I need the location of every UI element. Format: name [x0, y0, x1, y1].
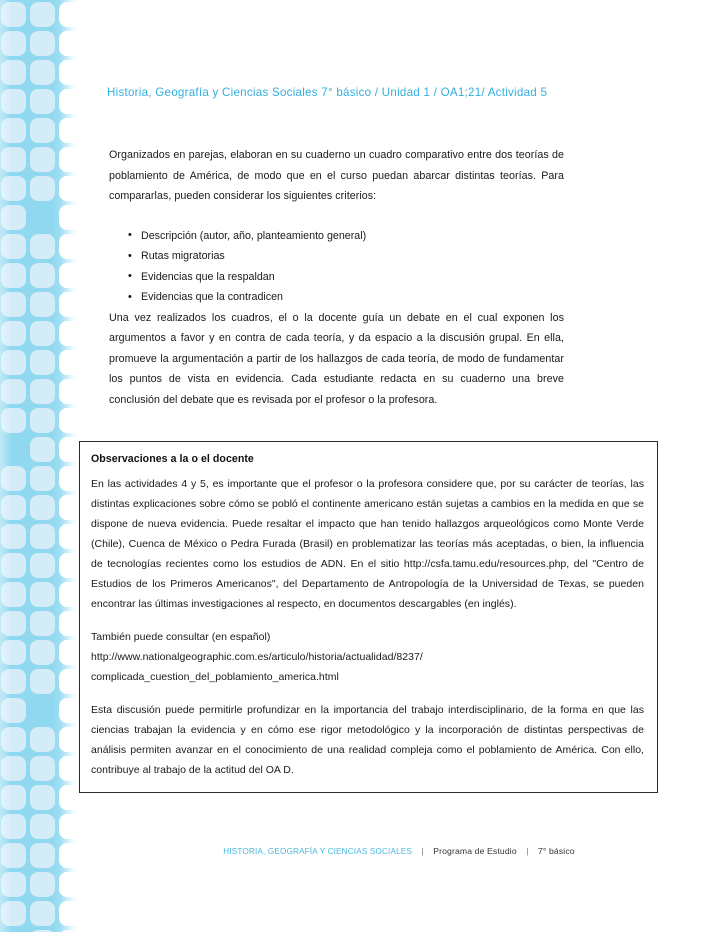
pattern-cell — [30, 350, 55, 375]
pattern-cell — [30, 292, 55, 317]
pattern-cell — [59, 901, 78, 926]
pattern-cell — [30, 437, 55, 462]
pattern-cell — [30, 234, 55, 259]
observations-paragraph-2 — [91, 627, 644, 687]
pattern-cell — [59, 60, 78, 85]
pattern-cell — [30, 756, 55, 781]
footer-subject: HISTORIA, GEOGRAFÍA Y CIENCIAS SOCIALES — [223, 847, 413, 856]
page-footer — [78, 846, 720, 856]
pattern-cell — [30, 582, 55, 607]
pattern-cell — [30, 872, 55, 897]
pattern-cell — [59, 582, 78, 607]
pattern-cell — [59, 756, 78, 781]
footer-program: Programa de Estudio — [433, 846, 517, 856]
pattern-cell — [59, 437, 78, 462]
footer-separator: | — [421, 847, 424, 856]
footer-grade: 7° básico — [537, 846, 575, 856]
footer-separator: | — [526, 847, 529, 856]
pattern-cell — [1, 553, 26, 578]
observations-paragraph-1: En las actividades 4 y 5, es importante que el profesor o la profesora considere que, por su carácter de teorías, las distintas explicaciones sobre cómo se pobló el continente americano están sujetas a cambios en la medida en que se dispone de nueva evidencia. Puede resaltar el impacto que han tenido hallazgos arqueológicos como Monte Verde (Chile), Cuenca de México o Pedra Furada (Brasil) en problematizar las teorías más aceptadas, o bien, la influencia de tecnologías recientes como los estudios de ADN. En el sitio http://csfa.tamu.edu/resources.php, del "Centro de Estudios de los Primeros Americanos", del Departamento de Antropología de la Universidad de Texas, se pueden encontrar las últimas investigaciones al respecto, en documentos descargables (en inglés). — [91, 478, 644, 610]
pattern-cell — [30, 524, 55, 549]
pattern-cell — [30, 843, 55, 868]
consult-intro-text: También puede consultar (en español) — [91, 631, 271, 643]
pattern-cell — [1, 524, 26, 549]
pattern-cell — [30, 321, 55, 346]
pattern-cell — [59, 640, 78, 665]
pattern-cell — [30, 901, 55, 926]
observations-box — [79, 441, 658, 793]
pattern-cell — [59, 669, 78, 694]
pattern-cell — [1, 205, 26, 230]
pattern-cell — [1, 582, 26, 607]
pattern-cell — [59, 205, 78, 230]
pattern-cell — [1, 408, 26, 433]
pattern-cell — [59, 495, 78, 520]
pattern-cell — [59, 524, 78, 549]
pattern-cell — [1, 234, 26, 259]
pattern-cell — [30, 408, 55, 433]
pattern-cell — [30, 147, 55, 172]
pattern-cell — [59, 292, 78, 317]
pattern-cell — [1, 727, 26, 752]
pattern-cell — [1, 263, 26, 288]
decorative-sidebar — [0, 0, 78, 932]
pattern-cell — [30, 495, 55, 520]
pattern-cell — [59, 698, 78, 723]
pattern-cell — [30, 2, 55, 27]
pattern-cell — [30, 814, 55, 839]
pattern-cell — [1, 466, 26, 491]
pattern-cell — [1, 669, 26, 694]
pattern-cell — [1, 321, 26, 346]
pattern-cell — [59, 263, 78, 288]
pattern-cell — [1, 611, 26, 636]
pattern-cell — [59, 843, 78, 868]
pattern-cell — [1, 872, 26, 897]
pattern-cell — [30, 553, 55, 578]
pattern-cell — [1, 379, 26, 404]
nationalgeographic-url-line-2: complicada_cuestion_del_poblamiento_america.html — [91, 671, 339, 683]
list-item: • Rutas migratorias — [128, 246, 564, 267]
pattern-cell — [59, 814, 78, 839]
pattern-cell — [59, 350, 78, 375]
pattern-cell — [59, 89, 78, 114]
pattern-cell — [30, 89, 55, 114]
pattern-cell — [59, 727, 78, 752]
list-item: • Descripción (autor, año, planteamiento general) — [128, 226, 564, 247]
pattern-cell — [30, 466, 55, 491]
list-item: • Evidencias que la respaldan — [128, 267, 564, 288]
pattern-cell — [30, 60, 55, 85]
pattern-cell — [59, 31, 78, 56]
pattern-cell — [59, 234, 78, 259]
pattern-cell — [1, 640, 26, 665]
pattern-cell — [30, 727, 55, 752]
observations-paragraph-3: Esta discusión puede permitirle profundizar en la importancia del trabajo interdisciplinario, de la forma en que las ciencias trabajan la evidencia y en cómo ese rigor metodológico y la incorporación de distintas perspectivas de análisis permiten avanzar en el conocimiento de una realidad compleja como el poblamiento de América. Con ello, contribuye al trabajo de la actitud del OA D. — [91, 704, 644, 776]
pattern-cell — [30, 640, 55, 665]
pattern-cell — [1, 147, 26, 172]
pattern-cell — [59, 118, 78, 143]
pattern-cell — [59, 785, 78, 810]
pattern-cell — [59, 321, 78, 346]
pattern-cell — [30, 785, 55, 810]
pattern-cell — [1, 89, 26, 114]
main-body — [109, 145, 564, 410]
pattern-cell — [59, 466, 78, 491]
observations-title: Observaciones a la o el docente — [91, 453, 254, 465]
pattern-cell — [1, 814, 26, 839]
pattern-cell — [59, 176, 78, 201]
pattern-cell — [1, 843, 26, 868]
pattern-cell — [30, 379, 55, 404]
pattern-cell — [59, 379, 78, 404]
pattern-cell — [30, 176, 55, 201]
pattern-cell — [1, 118, 26, 143]
pattern-cell — [59, 611, 78, 636]
pattern-cell — [1, 60, 26, 85]
pattern-cell — [1, 495, 26, 520]
pattern-cell — [1, 698, 26, 723]
pattern-cell — [30, 669, 55, 694]
page-content — [78, 0, 720, 932]
pattern-cell — [59, 553, 78, 578]
pattern-cell — [1, 901, 26, 926]
criteria-list — [109, 226, 564, 308]
closing-paragraph: Una vez realizados los cuadros, el o la docente guía un debate en el cual exponen los argumentos a favor y en contra de cada teoría, y da espacio a la discusión grupal. En ella, promueve la argumentación a partir de los hallazgos de cada teoría, de modo de fundamentar los puntos de vista en evidencia. Cada estudiante redacta en su cuaderno una breve conclusión del debate que es revisada por el profesor o la profesora. — [109, 311, 564, 406]
breadcrumb: Historia, Geografía y Ciencias Sociales 7° básico / Unidad 1 / OA1;21/ Actividad 5 — [107, 86, 548, 99]
pattern-cell — [1, 176, 26, 201]
pattern-cell — [30, 263, 55, 288]
pattern-cell — [30, 118, 55, 143]
pattern-cell — [30, 611, 55, 636]
pattern-cell — [1, 2, 26, 27]
pattern-cell — [59, 2, 78, 27]
pattern-cell — [59, 408, 78, 433]
pattern-cell — [1, 785, 26, 810]
pattern-cell — [1, 292, 26, 317]
pattern-cell — [59, 872, 78, 897]
pattern-cell — [1, 350, 26, 375]
list-item: • Evidencias que la contradicen — [128, 287, 564, 308]
sidebar-pattern-grid — [0, 0, 78, 932]
nationalgeographic-url-line-1: http://www.nationalgeographic.com.es/articulo/historia/actualidad/8237/ — [91, 651, 423, 663]
pattern-cell — [59, 147, 78, 172]
pattern-cell — [30, 31, 55, 56]
pattern-cell — [1, 31, 26, 56]
intro-paragraph: Organizados en parejas, elaboran en su cuaderno un cuadro comparativo entre dos teorías de poblamiento de América, de modo que en el curso puedan abarcar distintas teorías. Para compararlas, pueden considerar los siguientes criterios: — [109, 149, 564, 202]
pattern-cell — [1, 756, 26, 781]
